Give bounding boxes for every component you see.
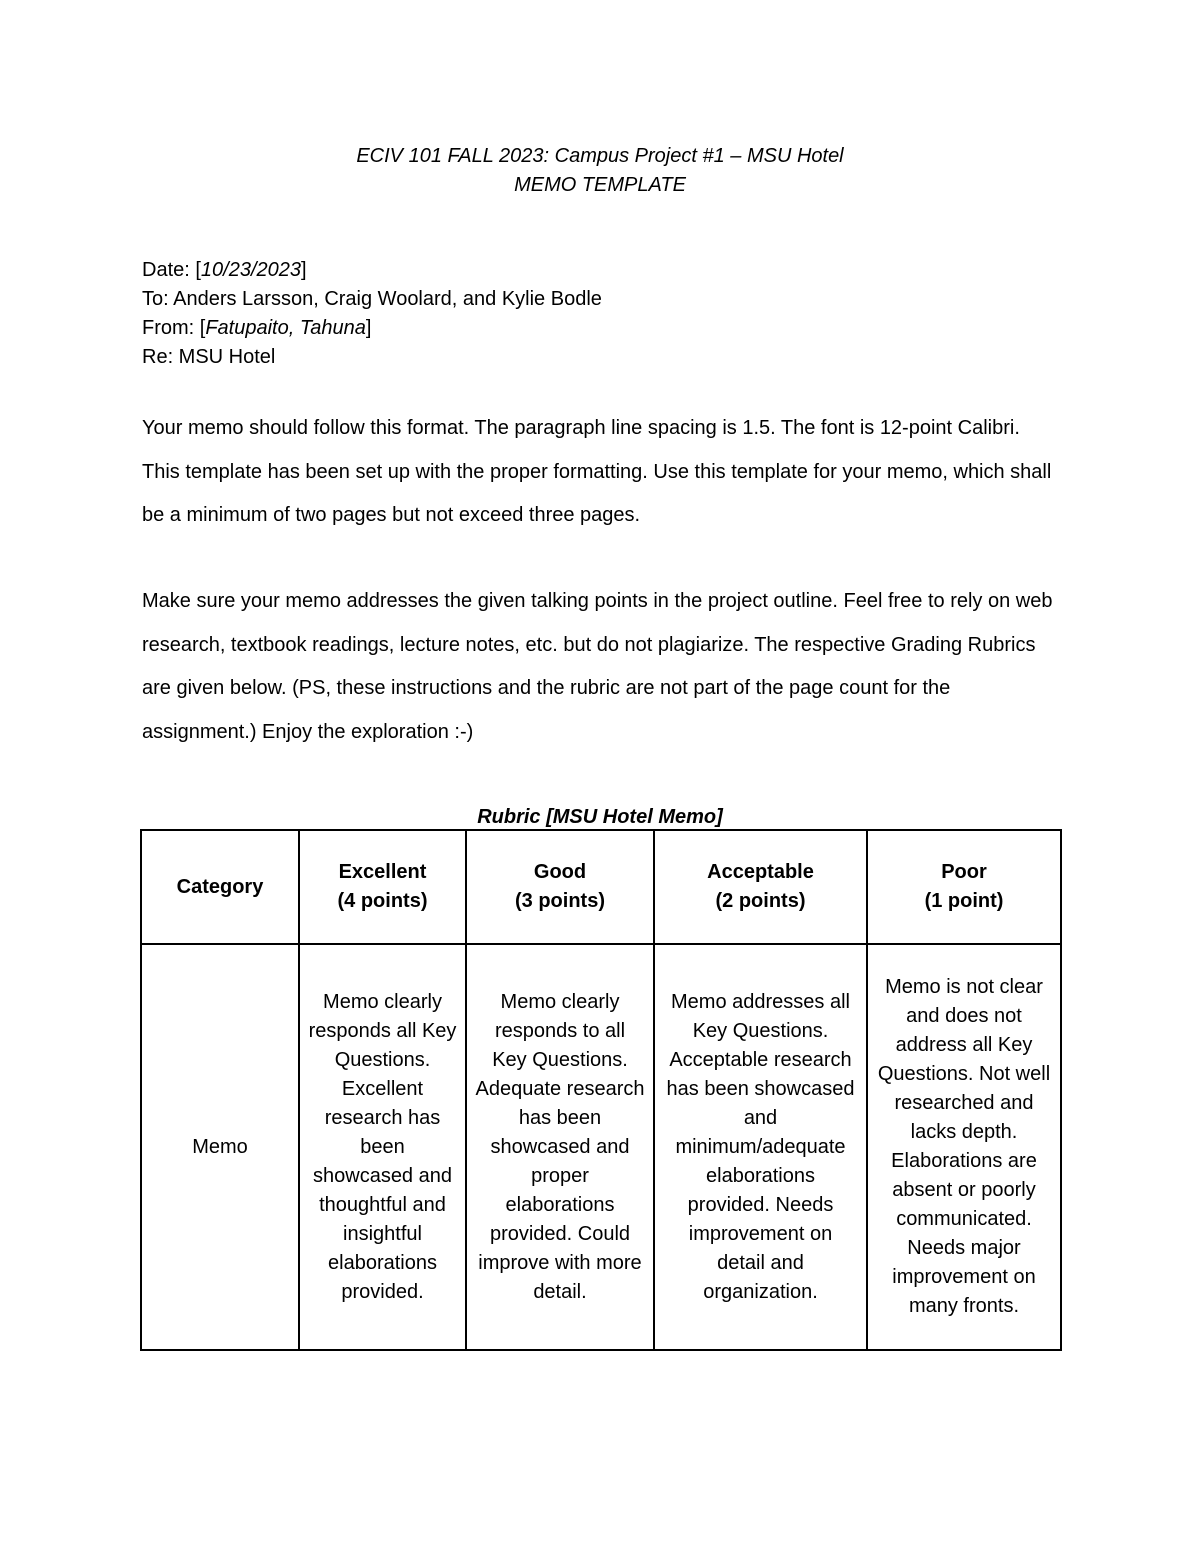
title-line-1: ECIV 101 FALL 2023: Campus Project #1 – MSU Hotel bbox=[356, 145, 844, 167]
re-line: Re: MSU Hotel bbox=[142, 346, 276, 368]
header-poor bbox=[867, 830, 1061, 944]
cell-good bbox=[466, 944, 654, 1350]
cell-category-text: Memo bbox=[192, 1135, 248, 1158]
header-poor-label: Poor bbox=[941, 861, 987, 883]
cell-excellent-text: Memo clearly responds all Key Questions. Excellent research has been showcased and thoughtful and insightful elaborations provided. bbox=[308, 990, 457, 1303]
document-title bbox=[0, 142, 1200, 200]
header-category bbox=[141, 830, 299, 944]
cell-acceptable-text: Memo addresses all Key Questions. Acceptable research has been showcased and minimum/adequate elaborations provided. Needs improvement on detail and organization. bbox=[666, 990, 855, 1303]
from-label: From: [ bbox=[142, 317, 206, 339]
cell-poor-text: Memo is not clear and does not address all Key Questions. Not well researched and lacks depth. Elaborations are absent or poorly communicated. Needs major improvement on many fronts. bbox=[877, 976, 1051, 1317]
date-label: Date: [ bbox=[142, 259, 201, 281]
instructions-paragraph-1: Your memo should follow this format. The paragraph line spacing is 1.5. The font is 12-point Calibri. This template has been set up with the proper formatting. Use this template for your memo, which shall be a minimum of two pages but not exceed three pages. bbox=[142, 417, 1052, 526]
from-close: ] bbox=[365, 317, 372, 339]
date-close: ] bbox=[301, 259, 307, 281]
date-line bbox=[142, 256, 1062, 285]
cell-poor bbox=[867, 944, 1061, 1350]
header-excellent-label: Excellent bbox=[338, 861, 427, 883]
header-excellent-points: (4 points) bbox=[337, 890, 428, 912]
instructions-paragraph-2: Make sure your memo addresses the given talking points in the project outline. Feel free to rely on web research, textbook readings, lecture notes, etc. but do not plagiarize. The respective Grading Rubrics are given below. (PS, these instructions and the rubric are not part of the page count for the assignment.) Enjoy the exploration :-) bbox=[142, 590, 1053, 743]
to-line: To: Anders Larsson, Craig Woolard, and Kylie Bodle bbox=[142, 288, 602, 310]
cell-acceptable bbox=[654, 944, 867, 1350]
header-good-points: (3 points) bbox=[515, 890, 605, 912]
rubric-memo-row bbox=[141, 944, 1061, 1350]
rubric-header-row bbox=[141, 830, 1061, 944]
header-acceptable-points: (2 points) bbox=[715, 890, 806, 912]
cell-good-text: Memo clearly responds to all Key Questions. Adequate research has been showcased and proper elaborations provided. Could improve with more detail. bbox=[475, 990, 645, 1303]
header-poor-points: (1 point) bbox=[924, 890, 1004, 912]
header-acceptable-label: Acceptable bbox=[707, 861, 814, 883]
title-line-2: MEMO TEMPLATE bbox=[514, 174, 686, 196]
from-value: Fatupaito, Tahuna bbox=[205, 317, 366, 339]
from-line bbox=[142, 314, 1062, 343]
header-excellent bbox=[299, 830, 466, 944]
memo-header bbox=[142, 256, 1062, 372]
header-category-label: Category bbox=[176, 875, 264, 898]
rubric-table bbox=[140, 829, 1062, 1351]
cell-excellent bbox=[299, 944, 466, 1350]
rubric-caption: Rubric [MSU Hotel Memo] bbox=[477, 806, 723, 828]
header-acceptable bbox=[654, 830, 867, 944]
date-value: 10/23/2023 bbox=[200, 259, 302, 281]
cell-category bbox=[141, 944, 299, 1350]
header-good bbox=[466, 830, 654, 944]
header-good-label: Good bbox=[533, 861, 587, 883]
